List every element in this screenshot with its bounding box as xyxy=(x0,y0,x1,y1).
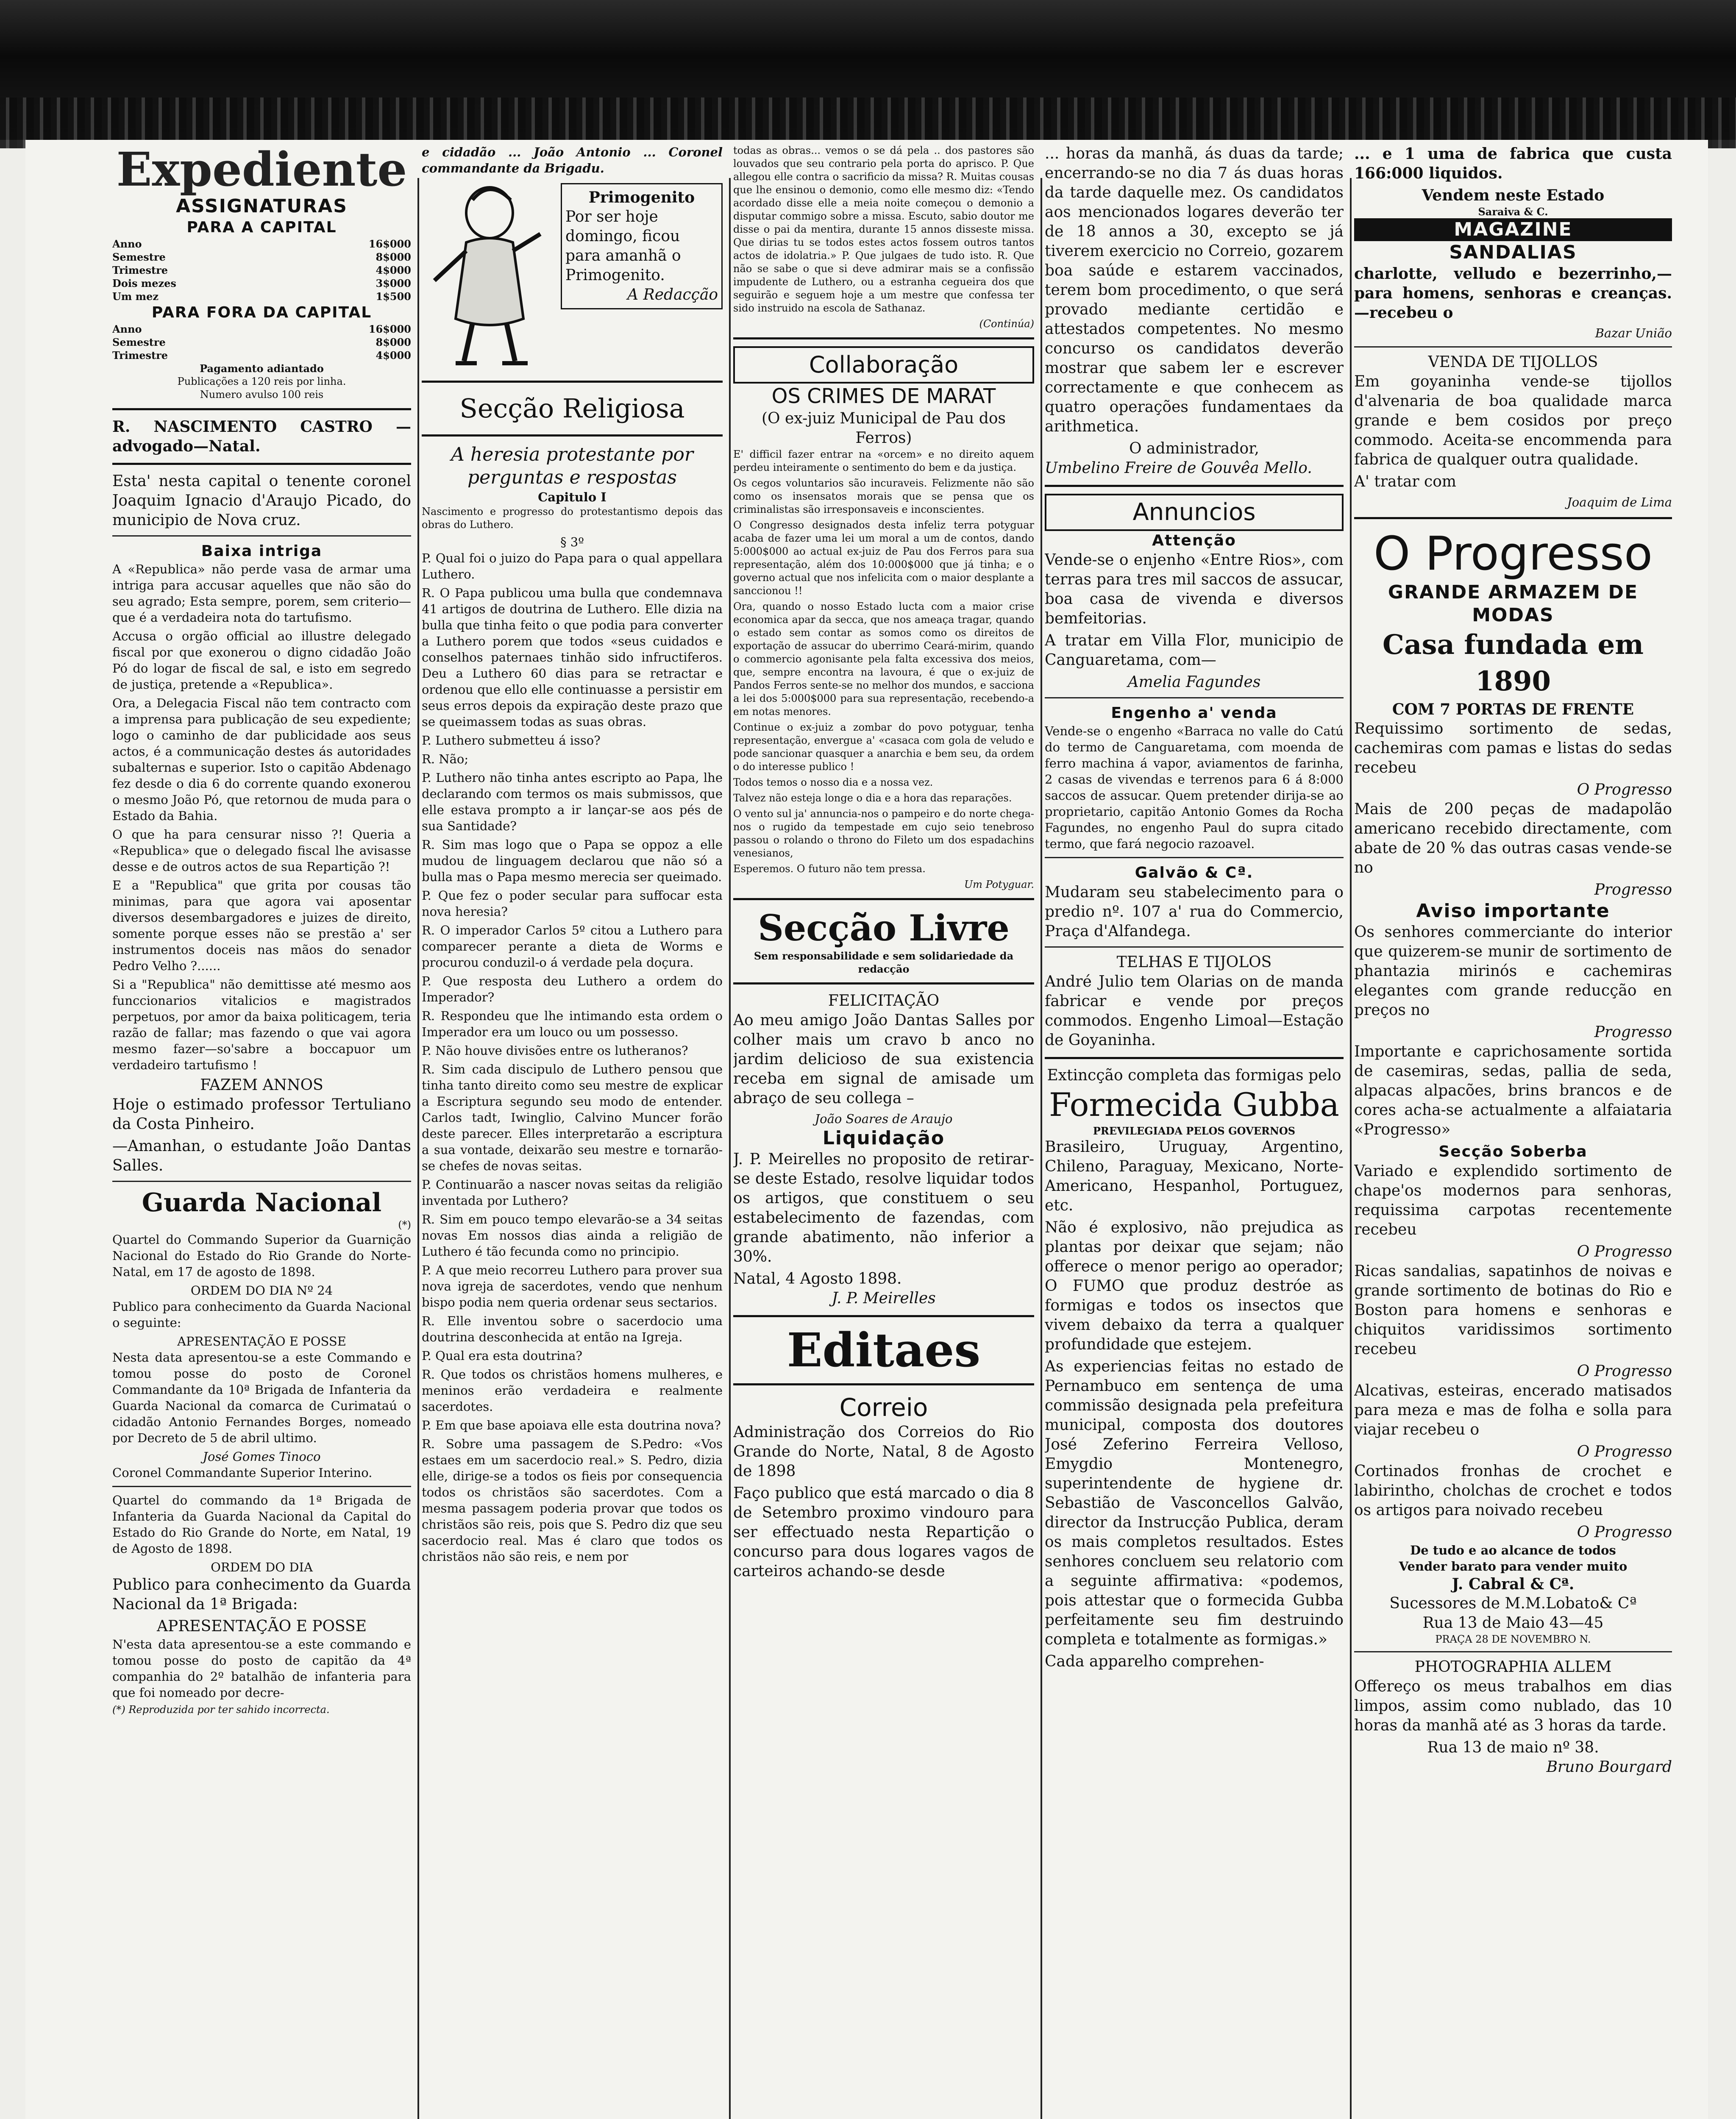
marat-paragraph: O vento sul ja' annuncia-nos o pampeiro e do norte chega-nos o rugido da tempestade em cujo seio tenebroso passou o rolando o throno do Fileto um dos espadachins venesianos, xyxy=(733,808,1034,859)
divider xyxy=(112,463,411,465)
visitor-notice: Esta' nesta capital o tenente coronel Joaquim Ignacio d'Araujo Picado, do municipio de Nova cruz. xyxy=(112,473,411,529)
liquidation-text: J. P. Meirelles no proposito de retirar-se deste Estado, resolve liquidar todos os artigos, que constituem o seu estabelecimento de fazendas, com grande abatimento, não inferior a 30%. xyxy=(733,1151,1034,1265)
column-4 xyxy=(1045,144,1344,2119)
galvao-text: Mudaram seu stabelecimento para o predio nº. 107 a' rua do Commercio, Praça d'Alfandega. xyxy=(1045,884,1344,940)
qa-item: R. Não; xyxy=(422,752,469,766)
divider xyxy=(1045,485,1344,487)
progresso-founded: Casa fundada em 1890 xyxy=(1383,629,1644,697)
fora-capital-title: PARA FORA DA CAPITAL xyxy=(151,304,372,321)
column-rule xyxy=(729,178,731,2119)
felicitation-title: FELICITAÇÃO xyxy=(828,992,940,1009)
subscriptions-title: ASSIGNATURAS xyxy=(176,195,348,217)
chapter-title: Capitulo I xyxy=(538,490,606,504)
order-title: ORDEM DO DIA Nº 24 xyxy=(190,1283,333,1298)
liquidation-date: Natal, 4 Agosto 1898. xyxy=(733,1270,902,1288)
aviso-title: Aviso importante xyxy=(1416,900,1610,922)
progresso-subtitle: GRANDE ARMAZEM DE MODAS xyxy=(1388,581,1639,626)
progresso-signature: Progresso xyxy=(1594,881,1672,898)
cortinados-signature: O Progresso xyxy=(1577,1524,1672,1541)
divider xyxy=(422,381,723,383)
column-rule xyxy=(1040,178,1042,2119)
felicitation-text: Ao meu amigo João Dantas Salles por colher mais um cravo b anco no jardim delicioso de sua existencia receba em signal de amisade um abraço de seu collega – xyxy=(733,1012,1034,1107)
correio-continued: ... horas da manhã, ás duas da tarde; encerrando-se no dia 7 ás duas horas da tarde daquelle mez. Os candidatos aos mencionados logares deverão ter de 18 annos a 30, excepto se já tiverem exercicio no Correio, gozarem boa saúde e estarem vaccinados, terem bom procedimento, o que será provado mediante certidão e attestados competentes. No mesmo concurso os candidatos deverão mostrar que sabem ler e escrever correctamente e que conhecem as quatro operações fundamentaes da arithmetica. xyxy=(1045,145,1344,435)
price-row: Semestre 8$000 xyxy=(112,251,411,263)
column-rule xyxy=(1350,178,1352,2119)
qa-item: R. Sim cada discipulo de Luthero pensou que tinha tanto direito como seu mestre de explicar a Escriptura segundo seu modo de entender. Carlos tadt, Iwinglio, Calvino Muncer forão deste parecer. Elles interpretarão a escriptura a sua vontade, deixarão seu mestre e tornarão-se chefes de novas seitas. xyxy=(422,1062,723,1173)
guarda-paragraph: Nesta data apresentou-se a este Commando e tomou posse do posto de Coronel Commandante da 10ª Brigada de Infanteria da Guarda Nacional da comarca de Curimataú o cidadão Antonio Fernandes Borges, nomeado por Decreto de 5 de abril ultimo. xyxy=(112,1350,411,1445)
photo-title: PHOTOGRAPHIA ALLEM xyxy=(1414,1658,1612,1676)
qa-item: P. Luthero não tinha antes escripto ao Papa, lhe declarando com termos os mais submissos, que elle estava prompto a ir lançar-se aos pés de sua Santidade? xyxy=(422,770,723,833)
galvao-title: Galvão & Cª. xyxy=(1135,864,1254,882)
primogenito-box xyxy=(561,183,723,309)
fora-price-list xyxy=(112,323,411,362)
lawyer-card: R. NASCIMENTO CASTRO — advogado—Natal. xyxy=(112,418,411,455)
qa-item: P. Que fez o poder secular para suffocar esta nova heresia? xyxy=(422,888,723,919)
attention-text: A tratar em Villa Flor, municipio de Canguaretama, com— xyxy=(1045,632,1344,669)
marat-paragraph: Os cegos voluntarios são incuraveis. Felizmente não são como os insensatos morais que se pensa que os criminalistas são irresponsaveis e inconscientes. xyxy=(733,477,1034,515)
guarda-paragraph: Quartel do Commando Superior da Guarnição Nacional do Estado do Rio Grande do Norte-Natal, em 17 de agosto de 1898. xyxy=(112,1232,411,1279)
primogenito-signature: A Redacção xyxy=(627,286,718,303)
quartel-paragraph: Quartel do commando da 1ª Brigada de Infanteria da Guarda Nacional da Capital do Estado do Rio Grande do Norte, em Natal, 19 de Agosto de 1898. xyxy=(112,1493,411,1556)
formigas-privilege: PREVILEGIADA PELOS GOVERNOS xyxy=(1093,1125,1296,1137)
annuncios-header: Annuncios xyxy=(1045,494,1344,531)
heresia-title: A heresia protestante por perguntas e respostas xyxy=(451,444,693,488)
price-row: Semestre 8$000 xyxy=(112,336,411,348)
tijollos-title: VENDA DE TIJOLLOS xyxy=(1428,353,1598,371)
soberba-signature: O Progresso xyxy=(1577,1243,1672,1260)
column-1 xyxy=(112,144,411,2119)
sandalias-title: SANDALIAS xyxy=(1449,242,1577,263)
price-row: Trimestre 4$000 xyxy=(112,264,411,276)
engenho-title: Engenho a' venda xyxy=(1111,704,1277,722)
marat-paragraph: Ora, quando o nosso Estado lucta com a maior crise economica apar da secca, que nos ameaça tragar, quando o estado sem contar as somos como os direitos de exportação de assucar do uberrimo Ceará-mirim, quando o commercio agonisante pela falta excessiva dos meios, que, sempre encontra na lavoura, é que o ex-juiz de Pandos Ferros sente-se no melhor dos mundos, e sacciona a lei dos 5:000$000 para sua representação, recebendo-a em notas menores. xyxy=(733,601,1034,717)
alcatifas-text: Alcativas, esteiras, encerado matisados para meza e mas de folha e solla para viajar recebeu o xyxy=(1354,1382,1672,1438)
qa-item: P. Qual era esta doutrina? xyxy=(422,1349,583,1363)
qa-item: P. A que meio recorreu Luthero para prover sua nova igreja de sacerdotes, vendo que nenhum bispo podia nem queria ordenar seus sectarios. xyxy=(422,1263,723,1310)
price-row: Dois mezes 3$000 xyxy=(112,277,411,289)
top-fragment: ... e 1 uma de fabrica que custa 166:000 liquidos. xyxy=(1354,145,1672,182)
divider xyxy=(112,1181,411,1182)
free-section-title: Secção Livre xyxy=(758,907,1010,949)
continued-text: todas as obras... vemos o se dá pela .. dos pastores são louvados que seu contrario pela porta do aprisco. P. Que allegou elle contra o sacrificio da missa? R. Muitas cousas que lhe ensinou o demonio, como elle mesmo diz: «Tendo acordado disse elle a meia noite começou o demonio a disputar commigo sobre a missa. Escuto, sabio doutor me disse o pai da mentira, durante 15 annos disseste missa. Que dirias tu se todos estes actos fossem outros tantos actos de idolatria.» P. Que julgaes de tudo isto. R. Que não se sabe o que si deve admirar mais se a confissão impudente de Luthero, ou a estranha cegueira dos que seguirão e seguem hoje a um mestre que confessa ter sido instruido na escola de Sathanaz. xyxy=(733,145,1034,314)
divider xyxy=(112,535,411,537)
divider xyxy=(733,982,1034,984)
administrator-label: O administrador, xyxy=(1129,440,1259,457)
signature-title: Coronel Commandante Superior Interino. xyxy=(112,1466,373,1480)
attention-signature: Amelia Fagundes xyxy=(1127,673,1261,691)
magazine-banner: MAGAZINE xyxy=(1354,218,1672,241)
capital-title: PARA A CAPITAL xyxy=(186,219,337,236)
tijollos-text: A' tratar com xyxy=(1354,473,1457,490)
divider xyxy=(1354,1651,1672,1652)
order-title: ORDEM DO DIA xyxy=(211,1560,313,1574)
sold-signature: Saraiva & C. xyxy=(1478,206,1548,218)
publication-note: Publicações a 120 reis por linha. xyxy=(177,375,346,387)
aviso-text: Os senhores commerciante do interior que quizerem-se munir de sortimento de phantazia mirinós e cachemiras elegantes com grande reducção en preços no xyxy=(1354,923,1672,1019)
marat-paragraph: O Congresso designados desta infeliz terra potyguar acaba de fazer uma lei um moral a um de contos, dando 5:000$000 ao actual ex-juiz de Pau dos Ferros para sua representação, além dos 10:000$000 que já tinha; e o governo actual que nos infelicita com o maior desplante a sanccionou !! xyxy=(733,519,1034,597)
order-subtitle: APRESENTAÇÃO E POSSE xyxy=(156,1618,367,1635)
tijollos-signature: Joaquim de Lima xyxy=(1567,495,1672,509)
company-successors: Sucessores de M.M.Lobato& Cª xyxy=(1389,1595,1637,1612)
telhas-text: André Julio tem Olarias on de manda fabricar e vende por preços commodos. Engenho Limoal—Estação de Goyaninha. xyxy=(1045,973,1344,1049)
liquidation-signature: J. P. Meirelles xyxy=(832,1290,936,1307)
formigas-title: Formecida Gubba xyxy=(1049,1086,1339,1123)
column-rule xyxy=(417,178,419,2119)
primogenito-title: Primogenito xyxy=(588,189,695,206)
sandalias-text: charlotte, velludo e bezerrinho,— para homens, senhoras e creanças. —recebeu o xyxy=(1354,265,1672,322)
attention-title: Attenção xyxy=(1152,532,1236,549)
formigas-countries: Brasileiro, Uruguay, Argentino, Chileno, Paraguay, Mexicano, Norte-Americano, Hespanhol, Portuguez, etc. xyxy=(1045,1138,1344,1214)
price-row: Trimestre 4$000 xyxy=(112,349,411,362)
soberba-title: Secção Soberba xyxy=(1438,1143,1588,1160)
alcatifas-signature: O Progresso xyxy=(1577,1443,1672,1460)
intriga-paragraph: Accusa o orgão official ao illustre delegado fiscal por que exonerou o digno cidadão João Pó do logar de fiscal de sal, e isto em segredo de justiça, pretende a «Republica». xyxy=(112,629,411,692)
qa-item: R. Respondeu que lhe intimando esta ordem o Imperador era um louco ou um possesso. xyxy=(422,1009,723,1039)
divider xyxy=(112,1486,411,1487)
quartel-paragraph: Publico para conhecimento da Guarda Nacional da 1ª Brigada: xyxy=(112,1576,411,1613)
anniversaries-title: FAZEM ANNOS xyxy=(200,1076,323,1094)
divider xyxy=(1045,1057,1344,1059)
price-row: Anno 16$000 xyxy=(112,323,411,335)
top-fragment: e cidadão ... João Antonio ... Coronel commandante da Brigadu. xyxy=(422,145,723,175)
footnote: (*) Reproduzida por ter sahido incorrecta. xyxy=(112,1704,330,1716)
photo-signature: Bruno Bourgard xyxy=(1546,1758,1672,1776)
ricas-signature: O Progresso xyxy=(1577,1363,1672,1380)
formigas-header: Extincção completa das formigas pelo xyxy=(1047,1067,1341,1084)
qa-item: R. Que todos os christãos homens mulheres, e meninos erão verdadeira e realmente sacerdotes. xyxy=(422,1367,723,1414)
formigas-text: Não é explosivo, não prejudica as plantas por deixar que sejam; não offerece o menor perigo ao operador; O FUMO que produz destróe as formigas e todos os insectos que vivem debaixo da terra a qualquer profundidade que estejem. xyxy=(1045,1219,1344,1353)
slogan: De tudo e ao alcance de todos xyxy=(1410,1543,1616,1557)
qa-item: R. Sim em pouco tempo elevarão-se a 34 seitas novas Em nossos dias ainda a religião de Luthero é tão fecunda como no principio. xyxy=(422,1212,723,1259)
administrator-signature: Umbelino Freire de Gouvêa Mello. xyxy=(1045,459,1312,477)
intriga-paragraph: Ora, a Delegacia Fiscal não tem contracto com a imprensa para publicação de seu expediente; logo o caminho de dar publicidade aos seus actos, é a communicação destes ás autoridades subalternas e superior. Isto o capitão Abdenago fez desde o dia 6 do corrente quando exonerou o mesmo João Pó, que retornou de muda para o Estado da Bahia. xyxy=(112,696,411,823)
order-subtitle: APRESENTAÇÃO E POSSE xyxy=(177,1334,346,1349)
price-row: Anno 16$000 xyxy=(112,238,411,250)
progresso-signature: O Progresso xyxy=(1577,781,1672,798)
formigas-text: Cada apparelho comprehen- xyxy=(1045,1653,1264,1670)
signature: José Gomes Tinoco xyxy=(203,1449,321,1464)
qa-item: P. Qual foi o juizo do Papa para o qual appellara Luthero. xyxy=(422,551,723,581)
marat-paragraph: Talvez não esteja longe o dia e a hora das reparações. xyxy=(733,792,1012,804)
column-3 xyxy=(733,144,1034,2119)
religious-section-title: Secção Religiosa xyxy=(459,393,685,424)
company-address: Rua 13 de Maio 43—45 xyxy=(1422,1614,1604,1632)
qa-item: P. Em que base apoiava elle esta doutrina nova? xyxy=(422,1418,721,1432)
qa-item: R. Elle inventou sobre o sacerdocio uma doutrina desconhecida at então na Igreja. xyxy=(422,1314,723,1344)
qa-item: R. Sobre uma passagem de S.Pedro: «Vos estaes em um sacerdocio real.» S. Pedro, dizia elle, dirige-se a todos os fieis por consequencia todos os christãos são sacerdotes. Com a mesma passagem poderia provar que todos os christãos são reis, pois que S. Pedro diz que seu sacerdocio real. Mas é claro que todos os christãos não são reis, e nem por xyxy=(422,1437,723,1564)
ricas-text: Ricas sandalias, sapatinhos de noivas e grande sortimento de botinas do Rio e Boston para homens e senhoras e chiquitos varidissimos sortimento recebeu xyxy=(1354,1263,1672,1358)
guarda-nacional-title: Guarda Nacional xyxy=(142,1188,382,1218)
divider xyxy=(1045,697,1344,698)
bazar-signature: Bazar União xyxy=(1595,326,1672,340)
caricature-illustration xyxy=(426,183,553,370)
qa-item: R. Sim mas logo que o Papa se oppoz a elle mudou de linguagem declarou que não só a bulla mas o Papa mesmo merecia ser queimado. xyxy=(422,837,723,884)
free-section-subtitle: Sem responsabilidade e sem solidariedade da redacção xyxy=(754,950,1014,975)
telhas-title: TELHAS E TIJOLOS xyxy=(1116,954,1272,971)
photo-address: Rua 13 de maio nº 38. xyxy=(1427,1739,1599,1756)
primogenito-block xyxy=(422,179,723,374)
anniversary-item: —Amanhan, o estudante João Dantas Salles. xyxy=(112,1137,411,1174)
felicitation-signature: João Soares de Araujo xyxy=(815,1112,953,1126)
qa-item: R. O Papa publicou uma bulla que condemnava 41 artigos de doutrina de Luthero. Elle dizia na bulla que tinha feito o que podia para converter a Luthero porem que todos «seus cuidados e conselhos paternaes tinhão sido infructiferos. Deu a Luthero 60 dias para se retractar e ordenou que ello elle continuasse a persistir em seus erros depois da expiração deste prazo que se queimassem todas as suas obras. xyxy=(422,586,723,729)
divider xyxy=(733,1383,1034,1385)
divider xyxy=(422,434,723,437)
anniversary-item: Hoje o estimado professor Tertuliano da Costa Pinheiro. xyxy=(112,1096,411,1133)
intriga-title: Baixa intriga xyxy=(201,542,323,560)
progresso-ad: Mais de 200 peças de madapolão americano recebido directamente, com abate de 20 % das outras casas vende-se no xyxy=(1354,801,1672,876)
company-name: J. Cabral & Cª. xyxy=(1452,1575,1575,1593)
marat-signature: Um Potyguar. xyxy=(964,879,1034,890)
caricature-figure-icon xyxy=(426,183,553,370)
intriga-paragraph: Si a "Republica" não demittisse até mesmo aos funccionarios vitalicios e magistrados perpetuos, por amor da baixa politicagem, teria razão de fallar; mas fazendo o que vai agora mesmo fazer—so'sabre a boccapuor um verdadeiro tartufismo ! xyxy=(112,977,411,1072)
divider xyxy=(733,898,1034,900)
intriga-paragraph: O que ha para censurar nisso ?! Queria a «Republica» que o delegado fiscal lhe avisasse desse e de outros actos de sua Repartição ?! xyxy=(112,827,411,874)
marat-title: OS CRIMES DE MARAT xyxy=(771,384,996,408)
continued-marker: (Continúa) xyxy=(979,318,1034,330)
intriga-paragraph: E a "Republica" que grita por cousas tão minimas, para que agora vai aposentar diversos desembargadores e juizes de direito, somente porque esses não se prestão a' ser instrumentos doceis nas mãos do senador Pedro Velho ?...... xyxy=(112,878,411,973)
section-sign: § 3º xyxy=(560,535,584,549)
photo-text: Offereço os meus trabalhos em dias limpos, assim como nublado, das 10 horas da manhã até as 3 horas da tarde. xyxy=(1354,1678,1672,1734)
progresso-doors: COM 7 PORTAS DE FRENTE xyxy=(1392,701,1634,718)
engenho-text: Vende-se o engenho «Barraca no valle do Catú do termo de Canguaretama, com moenda de ferro machina á vapor, aviamentos de farinha, 2 casas de vivendas e terrenos para 6 á 8:000 saccos de assucar. Quem pretender dirija-se ao proprietario, capitão Antonio Gomes da Rocha Fagundes, no engenho Paul do supra citado termo, que fará negocio razoavel. xyxy=(1045,724,1344,851)
aviso-signature: Progresso xyxy=(1594,1023,1672,1041)
qa-item: P. Luthero submetteu á isso? xyxy=(422,733,601,748)
chapter-subtitle: Nascimento e progresso do protestantismo depois das obras do Luthero. xyxy=(422,506,723,531)
price-row: Um mez 1$500 xyxy=(112,290,411,303)
tijollos-text: Em goyaninha vende-se tijollos d'alvenaria de boa qualidade marca grande e bem cosidos por preço commodo. Aceita-se encommenda para fabrica de qualquer outra qualidade. xyxy=(1354,373,1672,468)
slogan: Vender barato para vender muito xyxy=(1399,1559,1628,1574)
capital-price-list xyxy=(112,237,411,303)
qa-item: R. O imperador Carlos 5º citou a Luthero para comparecer perante a dieta de Worms e procurou conduzil-o á verdade pela doçura. xyxy=(422,923,723,970)
qa-item: P. Que resposta deu Luthero a ordem do Imperador? xyxy=(422,974,723,1004)
primogenito-text: Por ser hoje domingo, ficou para amanhã o Primogenito. xyxy=(565,208,681,284)
marat-paragraph: E' difficil fazer entrar na «orcem» e no direito aquem perdeu inteiramente o sentimento do bem e da justiça. xyxy=(733,448,1034,473)
marat-paragraph: Esperemos. O futuro não tem pressa. xyxy=(733,863,926,875)
progresso-ad: Requissimo sortimento de sedas, cachemiras com pamas e listas do sedas recebeu xyxy=(1354,720,1672,776)
divider xyxy=(1045,857,1344,858)
progresso-title: O Progresso xyxy=(1373,526,1653,581)
liquidation-title: Liquidação xyxy=(822,1127,945,1149)
divider xyxy=(1354,517,1672,519)
correio-text: Faço publico que está marcado o dia 8 de Setembro proximo vindouro para ser effectuado nesta Repartição o concurso para dous logares vagos de carteiros achando-se desde xyxy=(733,1485,1034,1580)
marat-article xyxy=(733,448,1034,876)
sold-at: Vendem neste Estado xyxy=(1422,186,1605,204)
masthead-expediente: Expediente xyxy=(116,144,407,197)
correio-text: Administração dos Correios do Rio Grande do Norte, Natal, 8 de Agosto de 1898 xyxy=(733,1424,1034,1480)
payment-note: Pagamento adiantado xyxy=(200,362,324,375)
footnote-marker: (*) xyxy=(398,1219,411,1231)
importante-text: Importante e caprichosamente sortida de casemiras, sedas, pallia de seda, alpacas alpacões, brins brancos e de cores acha-se actualmente a alfaiataria «Progresso» xyxy=(1354,1043,1672,1138)
company-square: PRAÇA 28 DE NOVEMBRO N. xyxy=(1435,1633,1591,1645)
correio-title: Correio xyxy=(839,1393,928,1422)
column-2 xyxy=(422,144,723,2119)
marat-paragraph: Continue o ex-juiz a zombar do povo potyguar, tenha representação, envergue a' «casaca com gola de veludo e pode sancionar quasquer a anarchia e bem seu, da ordem o do interesse publico ! xyxy=(733,721,1034,773)
qa-item: P. Não houve divisões entre os lutheranos? xyxy=(422,1043,688,1058)
divider xyxy=(1045,946,1344,948)
formigas-text: As experiencias feitas no estado de Pernambuco em sentença de uma commissão designada pela prefeitura municipal, composta dos doutores José Zeferino Ferreira Velloso, Emygdio Montenegro, superintendente de hygiene dr. Sebastião de Vasconcellos Galvão, director da Instrucção Publica, deram os mais completos resultados. Estes senhores concluem seu relatorio com a seguinte affirmativa: «podemos, pois attestar que o formecida Gubba perfeitamente seu fim destruindo completa e totalmente as formigas.» xyxy=(1045,1358,1344,1648)
qa-item: P. Continuarão a nascer novas seitas da religião inventada por Luthero? xyxy=(422,1177,723,1208)
marat-paragraph: Todos temos o nosso dia e a nossa vez. xyxy=(733,776,933,788)
quartel-paragraph: N'esta data apresentou-se a este commando e tomou posse do posto de capitão da 4ª companhia do 2º batalhão de infanteria para que foi nomeado por decre- xyxy=(112,1637,411,1700)
editaes-title: Editaes xyxy=(787,1323,981,1377)
single-issue-note: Numero avulso 100 reis xyxy=(200,389,324,400)
divider xyxy=(1354,346,1672,348)
divider xyxy=(733,1315,1034,1317)
cortinados-text: Cortinados fronhas de crochet e labirintho, cholchas de crochet e todos os artigos para noivado recebeu xyxy=(1354,1463,1672,1519)
attention-text: Vende-se o enjenho «Entre Rios», com terras para tres mil saccos de assucar, boa casa de vivenda e diversos bemfeitorias. xyxy=(1045,551,1344,627)
intriga-paragraph: A «Republica» não perde vasa de armar uma intriga para accusar aquelles que não são do seu agrado; Esta sempre, porem, sem criterio—que é a verdadeira nota do tartufismo. xyxy=(112,562,411,625)
divider xyxy=(112,408,411,410)
divider xyxy=(733,337,1034,339)
column-5 xyxy=(1354,144,1672,2119)
soberba-text: Variado e explendido sortimento de chape'os modernos para senhoras, requissima carpotas recentemente recebeu xyxy=(1354,1162,1672,1238)
collaboration-header: Collaboração xyxy=(733,346,1034,384)
marat-subtitle: (O ex-juiz Municipal de Pau dos Ferros) xyxy=(762,410,1006,447)
guarda-paragraph: Publico para conhecimento da Guarda Nacional o seguinte: xyxy=(112,1299,411,1330)
